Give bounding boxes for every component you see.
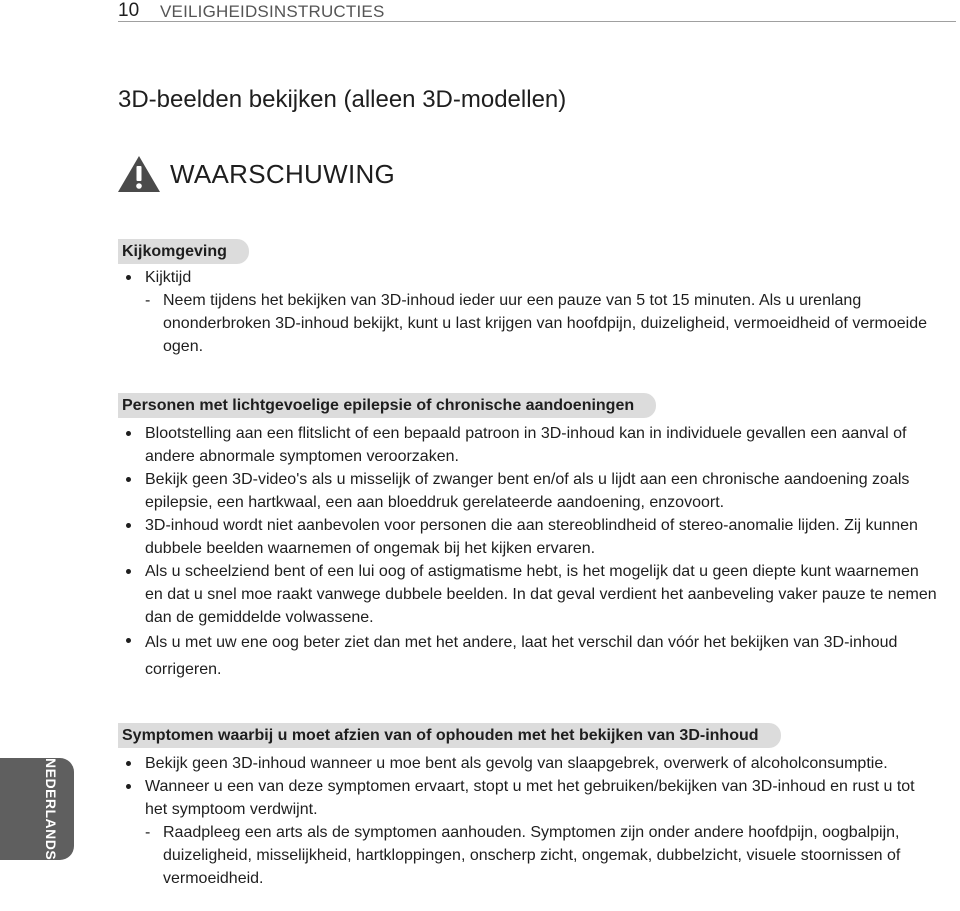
section-heading-symptoms: Symptomen waarbij u moet afzien van of ophouden met het bekijken van 3D-inhoud: [118, 723, 781, 748]
bullet-text: Wanneer u een van deze symptomen ervaart, stopt u met het gebruiken/bekijken van 3D-inhoud en rust u tot het symptoom verdwijnt.: [145, 778, 915, 818]
section-epilepsy: [118, 393, 938, 683]
warning-label: WAARSCHUWING: [170, 158, 396, 189]
side-tab-label: NEDERLANDS: [43, 757, 59, 861]
bullet-text: Kijktijd: [145, 269, 192, 286]
viewing-dash-list: [145, 289, 938, 358]
list-item: [118, 422, 938, 468]
section-symptoms: [118, 723, 938, 890]
dash-item: [145, 289, 938, 358]
dash-item: [145, 821, 938, 890]
running-head: VEILIGHEIDSINSTRUCTIES: [160, 2, 385, 21]
section-viewing: [118, 239, 938, 358]
dash-text: Raadpleeg een arts als de symptomen aanhouden. Symptomen zijn onder andere hoofdpijn, oogbalpijn, duizeligheid, misselijkheid, hartkloppingen, onscherp zicht, ongemak, dubbelzicht, visuele stoornissen of vermoeidheid.: [163, 824, 901, 887]
dash-text: Neem tijdens het bekijken van 3D-inhoud ieder uur een pauze van 5 tot 15 minuten. Als u urenlang ononderbroken 3D-inhoud bekijkt, kunt u last krijgen van hoofdpijn, duizeligheid, vermoeidheid of vermoeide ogen.: [163, 292, 928, 355]
list-item: [118, 468, 938, 514]
list-item: [118, 752, 938, 775]
page-number: 10: [118, 0, 140, 21]
bullet-text: Als u met uw ene oog beter ziet dan met het andere, laat het verschil dan vóór het bekijken van 3D-inhoud corrigeren.: [145, 634, 898, 678]
bullet-text: Blootstelling aan een flitslicht of een bepaald patroon in 3D-inhoud kan in individuele gevallen een aanval of andere abnormale symptomen veroorzaken.: [145, 425, 907, 465]
list-item: [118, 560, 938, 629]
bullet-text: 3D-inhoud wordt niet aanbevolen voor personen die aan stereoblindheid of stereo-anomalie lijden. Zij kunnen dubbele beelden waarnemen of ongemak bij het kijken ervaren.: [145, 517, 918, 557]
language-side-tab: [0, 758, 74, 860]
symptoms-dash-list: [145, 821, 938, 890]
symptoms-list: [118, 752, 938, 821]
page-title: 3D-beelden bekijken (alleen 3D-modellen): [118, 86, 567, 113]
bullet-text: Als u scheelziend bent of een lui oog of astigmatisme hebt, is het mogelijk dat u geen diepte kunt waarnemen en dat u snel moe raakt vanwege dubbele beelden. In dat geval verdient het aanbeveling vaker pauze te nemen dan de gemiddelde volwassene.: [145, 563, 937, 626]
viewing-list: [118, 266, 938, 289]
section-heading-viewing: Kijkomgeving: [118, 239, 249, 264]
warning-heading: [116, 154, 395, 194]
epilepsy-list: [118, 422, 938, 683]
list-item: [118, 514, 938, 560]
list-item: [118, 266, 938, 289]
warning-triangle-icon: [116, 154, 162, 194]
section-heading-epilepsy: Personen met lichtgevoelige epilepsie of chronische aandoeningen: [118, 393, 656, 418]
list-item: [118, 775, 938, 821]
bullet-text: Bekijk geen 3D-inhoud wanneer u moe bent als gevolg van slaapgebrek, overwerk of alcoholconsumptie.: [145, 755, 888, 772]
list-item: [118, 629, 938, 683]
bullet-text: Bekijk geen 3D-video's als u misselijk of zwanger bent en/of als u lijdt aan een chronische aandoening zoals epilepsie, een hartkwaal, een aan bloeddruk gerelateerde aandoening, enzovoort.: [145, 471, 910, 511]
page-header: [118, 0, 956, 22]
